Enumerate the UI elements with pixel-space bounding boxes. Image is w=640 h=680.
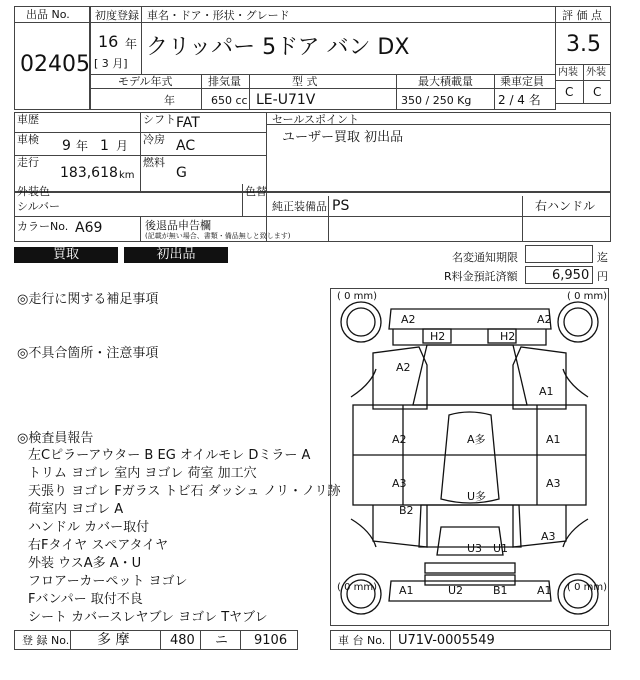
model-year-label: モデル年式	[118, 75, 173, 88]
exterior-label: 外装	[586, 67, 606, 78]
model-type: LE-U71V	[256, 92, 316, 108]
mileage: 183,618	[60, 165, 118, 181]
registration-year: 16	[98, 32, 119, 51]
damage-mark: A1	[537, 584, 552, 597]
inspector-note: ハンドル カバー取付	[28, 520, 150, 535]
registration-month: [ 3 月]	[94, 57, 128, 70]
registration-kana: ニ	[215, 633, 229, 648]
damage-mark: A2	[396, 361, 411, 374]
sales-point-label: セールスポイント	[272, 113, 360, 126]
corner-front-left: ( 0 mm)	[337, 291, 378, 302]
shift-label: シフト	[143, 113, 176, 126]
sales-point: ユーザー買取 初出品	[282, 130, 404, 145]
damage-mark: H2	[430, 330, 446, 343]
score-label: 評 価 点	[562, 9, 602, 22]
displacement-label: 排気量	[208, 75, 241, 88]
registration-class: 480	[170, 633, 195, 648]
damage-mark: A3	[392, 477, 407, 490]
inspection-year: 9	[62, 138, 71, 154]
inspection-label: 車検	[17, 133, 39, 146]
recycle-fee-unit: 円	[597, 270, 608, 283]
recycle-fee-label: R料金預託済額	[444, 270, 518, 283]
color-number: A69	[75, 220, 103, 236]
genuine-equipment: PS	[332, 198, 350, 214]
max-load: 350 / 250 Kg	[401, 94, 472, 107]
corner-rear-right: ( 0 mm)	[567, 582, 608, 593]
tag-first-listing: 初出品	[124, 247, 228, 263]
history-label: 車歴	[17, 113, 39, 126]
damage-mark: U1	[493, 542, 509, 555]
exterior-color: シルバー	[17, 200, 60, 213]
mileage-label: 走行	[17, 156, 39, 169]
ac-label: 冷房	[143, 133, 165, 146]
vehicle-diagram	[330, 288, 609, 626]
inspection-year-unit: 年	[76, 139, 89, 153]
defect-notes-label: ◎不具合箇所・注意事項	[17, 346, 159, 361]
fuel-label: 燃料	[143, 156, 165, 169]
color-change-label: 色替	[245, 185, 267, 198]
damage-mark: B1	[493, 584, 508, 597]
chassis-number: U71V-0005549	[398, 633, 495, 648]
interior-label: 内装	[558, 67, 578, 78]
shift: FAT	[176, 115, 200, 131]
genuine-equipment-label: 純正装備品	[272, 200, 327, 213]
inspector-report-label: ◎検査員報告	[17, 431, 94, 446]
fuel: G	[176, 165, 187, 181]
inspector-note: 天張り ヨゴレ Fガラス トビ石 ダッシュ ノリ・ノリ跡	[28, 484, 341, 499]
tag-buyback: 買取	[14, 247, 118, 263]
damage-mark: H2	[500, 330, 516, 343]
damage-mark: A3	[541, 530, 556, 543]
registration-year-unit: 年	[125, 37, 138, 51]
damage-mark: A3	[546, 477, 561, 490]
lot-number: 02405	[20, 52, 90, 77]
mileage-unit: km	[119, 170, 135, 181]
chassis-number-label: 車 台 No.	[338, 634, 386, 647]
steering-side: 右ハンドル	[535, 199, 596, 213]
max-load-label: 最大積載量	[418, 75, 473, 88]
damage-mark: U3	[467, 542, 483, 555]
inspection-month: 1	[100, 138, 109, 154]
capacity-label: 乗車定員	[500, 75, 544, 88]
damage-mark: A2	[392, 433, 407, 446]
damage-mark: A1	[539, 385, 554, 398]
ac: AC	[176, 138, 196, 154]
damage-mark: A1	[399, 584, 414, 597]
name-change-deadline-label: 名変通知期限	[452, 251, 518, 264]
car-name: クリッパー 5ドア バン DX	[146, 35, 410, 60]
recycle-fee: 6,950	[552, 268, 590, 283]
capacity: 2 / 4 名	[498, 93, 541, 107]
corner-rear-left: ( 0 mm)	[337, 582, 378, 593]
damage-mark: A多	[467, 433, 486, 446]
score: 3.5	[566, 32, 601, 57]
driving-notes-label: ◎走行に関する補足事項	[17, 292, 159, 307]
interior-grade: C	[565, 85, 574, 99]
damage-mark: A2	[537, 313, 552, 326]
inspector-note: 右Fタイヤ スペアタイヤ	[28, 538, 169, 553]
inspector-note: 左Cピラーアウター B EG オイルモレ Dミラー A	[28, 448, 311, 463]
inspection-month-unit: 月	[116, 139, 129, 153]
model-year: 年	[164, 94, 175, 107]
color-number-label: カラーNo.	[17, 220, 69, 233]
name-change-unit: 迄	[597, 251, 608, 264]
registration-place: 多 摩	[97, 632, 130, 648]
inspector-note: 荷室内 ヨゴレ A	[28, 502, 124, 517]
registration-number-label: 登 録 No.	[22, 634, 70, 647]
registration-serial: 9106	[254, 633, 288, 648]
damage-mark: A2	[401, 313, 416, 326]
exterior-grade: C	[593, 85, 602, 99]
aftermarket-label: 後退品申告欄	[145, 219, 211, 232]
damage-mark: U多	[467, 490, 487, 503]
inspector-note: 外装 ウスA多 A・U	[28, 556, 142, 571]
inspector-note: トリム ヨゴレ 室内 ヨゴレ 荷室 加工穴	[28, 466, 257, 481]
exterior-color-label: 外装色	[17, 185, 50, 198]
corner-front-right: ( 0 mm)	[567, 291, 608, 302]
damage-mark: A1	[546, 433, 561, 446]
inspector-note: シート カバースレヤブレ ヨゴレ Tヤブレ	[28, 610, 268, 625]
name-change-deadline	[525, 245, 593, 263]
displacement: 650 cc	[211, 94, 248, 107]
inspector-note: フロアーカーペット ヨゴレ	[28, 574, 188, 589]
first-registration-label: 初度登録	[95, 9, 139, 22]
damage-mark: U2	[448, 584, 464, 597]
model-type-label: 型 式	[292, 75, 318, 88]
damage-mark: B2	[399, 504, 414, 517]
car-outline-drawing	[331, 289, 608, 625]
inspector-note: Fバンパー 取付不良	[28, 592, 143, 607]
aftermarket-note: (記載が無い場合、書類・備品無しと致します)	[145, 232, 291, 240]
car-name-label: 車名・ドア・形状・グレード	[147, 9, 290, 22]
lot-number-label: 出品 No.	[26, 8, 70, 21]
